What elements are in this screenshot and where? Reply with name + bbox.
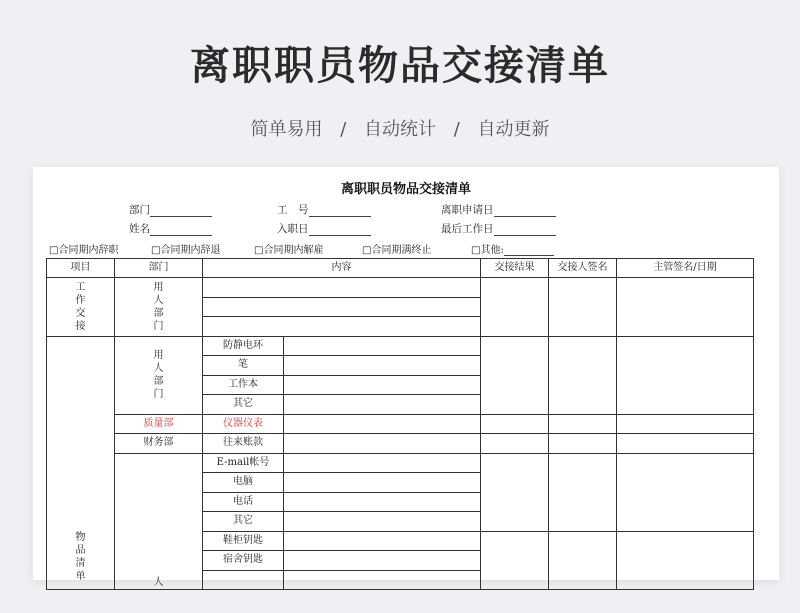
header-result: 交接结果 — [481, 259, 549, 278]
field-dept-line[interactable] — [150, 205, 212, 217]
checkbox-dismiss[interactable]: □合同期内辞退 — [151, 245, 221, 256]
content-cell[interactable] — [203, 297, 481, 317]
checkbox-resign[interactable]: □合同期内辞职 — [49, 245, 119, 256]
item-value-cell[interactable] — [284, 356, 481, 376]
field-name-label: 姓名 — [129, 223, 150, 235]
item-name: 宿舍钥匙 — [203, 551, 284, 571]
field-join-date — [277, 221, 371, 236]
item-name: 其它 — [203, 512, 284, 532]
item-value-cell[interactable] — [284, 375, 481, 395]
table-row — [47, 336, 754, 356]
checkbox-other-label: □其他: — [471, 245, 504, 256]
item-value-cell[interactable] — [284, 395, 481, 415]
item-value-cell[interactable] — [284, 492, 481, 512]
field-last-work-date-label: 最后工作日 — [441, 223, 494, 235]
checkbox-other[interactable] — [471, 241, 554, 256]
field-jobno-label: 工 号 — [277, 204, 309, 216]
result-cell[interactable] — [481, 336, 549, 414]
checkbox-expire[interactable]: □合同期满终止 — [362, 245, 432, 256]
item-name: 其它 — [203, 395, 284, 415]
item-name — [203, 570, 284, 590]
item-value-cell[interactable] — [284, 551, 481, 571]
field-leave-apply-date — [441, 202, 556, 217]
signer-cell[interactable] — [549, 414, 617, 434]
header-content: 内容 — [203, 259, 481, 278]
item-value-cell[interactable] — [284, 570, 481, 590]
field-last-work-date — [441, 221, 556, 236]
checkbox-other-line[interactable] — [504, 244, 554, 256]
item-name: 鞋柜钥匙 — [203, 531, 284, 551]
field-last-work-date-line[interactable] — [494, 224, 556, 236]
document-title: 离职职员物品交接清单 — [340, 182, 471, 197]
header-item: 项目 — [47, 259, 115, 278]
item-value-cell[interactable] — [284, 512, 481, 532]
page-title: 离职职员物品交接清单 — [190, 43, 610, 89]
section-work-dept: 用人部门 — [115, 278, 203, 337]
item-name: E-mail帐号 — [203, 453, 284, 473]
subtitle — [0, 115, 800, 141]
result-cell[interactable] — [481, 414, 549, 434]
supervisor-cell[interactable] — [617, 278, 754, 337]
result-cell[interactable] — [481, 453, 549, 531]
table-row — [47, 434, 754, 454]
table-row — [47, 414, 754, 434]
supervisor-cell[interactable] — [617, 336, 754, 414]
field-leave-apply-date-label: 离职申请日 — [441, 204, 494, 216]
signer-cell[interactable] — [549, 278, 617, 337]
item-name: 往来账款 — [203, 434, 284, 454]
result-cell[interactable] — [481, 434, 549, 454]
item-name: 防静电环 — [203, 336, 284, 356]
subtitle-separator: / — [453, 119, 460, 140]
handover-table — [46, 258, 754, 590]
item-name: 笔 — [203, 356, 284, 376]
item-value-cell[interactable] — [284, 453, 481, 473]
item-value-cell[interactable] — [284, 531, 481, 551]
signer-cell[interactable] — [549, 531, 617, 590]
item-name: 工作本 — [203, 375, 284, 395]
supervisor-cell[interactable] — [617, 531, 754, 590]
table-row — [47, 453, 754, 473]
result-cell[interactable] — [481, 531, 549, 590]
dept-finance: 财务部 — [115, 434, 203, 454]
supervisor-cell[interactable] — [617, 434, 754, 454]
item-name: 仪器仪表 — [203, 414, 284, 434]
subtitle-part: 自动统计 — [364, 119, 436, 140]
field-join-date-line[interactable] — [309, 224, 371, 236]
section-items-dept-user: 用人部门 — [115, 336, 203, 414]
field-dept-label: 部门 — [129, 204, 150, 216]
header-supervisor-sign: 主管签名/日期 — [617, 259, 754, 278]
field-jobno-line[interactable] — [309, 205, 371, 217]
checkbox-fire[interactable]: □合同期内解雇 — [254, 245, 324, 256]
subtitle-separator: / — [340, 119, 347, 140]
item-name: 电话 — [203, 492, 284, 512]
field-leave-apply-date-line[interactable] — [494, 205, 556, 217]
item-value-cell[interactable] — [284, 434, 481, 454]
field-dept — [129, 202, 212, 217]
table-row — [47, 278, 754, 298]
content-cell[interactable] — [203, 278, 481, 298]
signer-cell[interactable] — [549, 453, 617, 531]
field-jobno — [277, 202, 371, 217]
signer-cell[interactable] — [549, 336, 617, 414]
content-cell[interactable] — [203, 317, 481, 337]
header-handover-signer: 交接人签名 — [549, 259, 617, 278]
subtitle-part: 简单易用 — [250, 119, 323, 140]
table-header-row — [47, 259, 754, 278]
item-name: 电脑 — [203, 473, 284, 493]
field-name-line[interactable] — [150, 224, 212, 236]
subtitle-part: 自动更新 — [477, 119, 550, 140]
document-sheet — [33, 167, 779, 588]
supervisor-cell[interactable] — [617, 453, 754, 531]
supervisor-cell[interactable] — [617, 414, 754, 434]
item-value-cell[interactable] — [284, 414, 481, 434]
header-dept: 部门 — [115, 259, 203, 278]
item-value-cell[interactable] — [284, 336, 481, 356]
section-work-label: 工作交接 — [47, 278, 115, 337]
field-join-date-label: 入职日 — [277, 223, 309, 235]
field-name — [129, 221, 212, 236]
dept-quality: 质量部 — [115, 414, 203, 434]
dept-hr-partial: 人 — [115, 453, 203, 590]
signer-cell[interactable] — [549, 434, 617, 454]
section-items-label: 物品清单 — [47, 336, 115, 590]
item-value-cell[interactable] — [284, 473, 481, 493]
result-cell[interactable] — [481, 278, 549, 337]
